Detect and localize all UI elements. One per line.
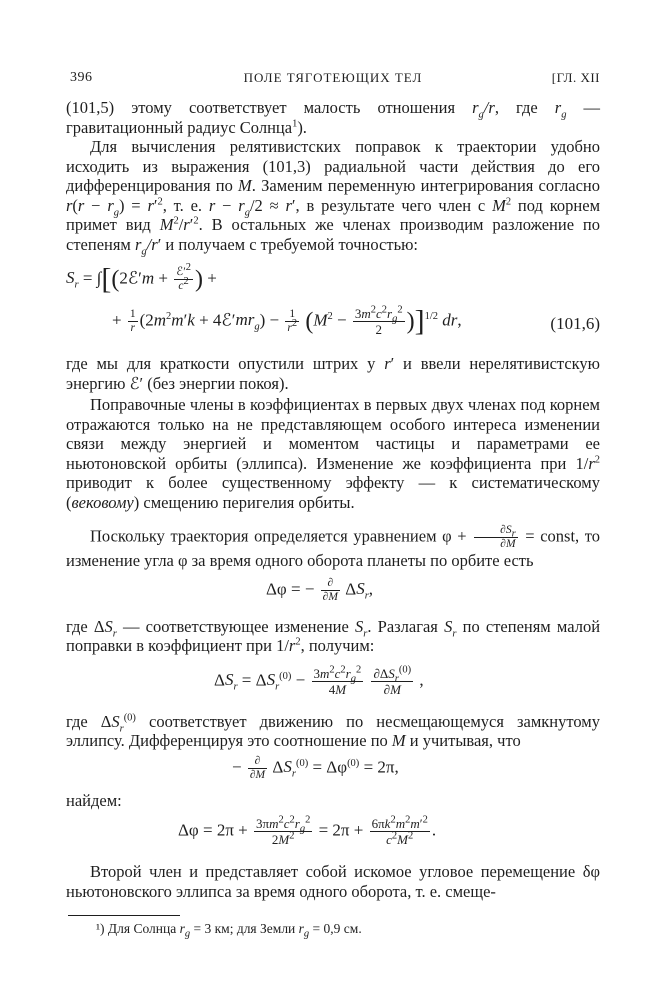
paragraph-5: Поскольку траектория определяется уравнением φ + $\frac{\partial S_r}{\partial M}$ = const, то изменение угла φ за время одного оборота планеты по орбите есть (66, 524, 600, 570)
equation-result: Δφ = 2π + $\frac{3\pi m^2c^2r_g^2}{2M^2}$ = 2π + $\frac{6\pi k^2m^2m'^2}{c^2M^2}$ . (178, 814, 437, 847)
text: где (66, 616, 88, 636)
text: = 3 км; для Земли (193, 921, 296, 936)
text: , в результате чего член с (295, 195, 486, 215)
text: , получим: (300, 636, 375, 655)
text: соответствует движению по несмещающемуся замкнутому эллипсу. Дифференцируя это соотношение по (66, 711, 601, 750)
footnote-divider (68, 915, 180, 916)
page-number: 396 (70, 70, 93, 85)
text: , где (494, 98, 538, 117)
italic-text: вековому (71, 492, 134, 512)
text: по степеням малой поправки в коэффициент при (66, 616, 601, 655)
text: , т. е. (162, 195, 203, 215)
text: ). (297, 117, 307, 137)
text: = const, то изменение угла φ за время одного оборота планеты по орбите есть (66, 526, 600, 570)
paragraph-6: где $\Delta S_r$ — соответствующее изменение $S_r$. Разлагая $S_r$ по степеням малой поправки в коэффициент при $1/r^2$, получим: (66, 616, 601, 655)
text: Для Солнца (107, 921, 177, 936)
text: где (66, 711, 88, 731)
footnote: ¹) Для Солнца $r_g = 3$ км; для Земли $r_g = 0,9$ см. (96, 921, 362, 940)
paragraph-3: где мы для краткости опустили штрих у r′ и ввели нерелятивистскую энергию ℰ′ (без энергии покоя). (66, 354, 601, 393)
text: где мы для краткости опустили штрих у (66, 354, 376, 373)
text: Второй член и представляет собой искомое угловое перемещение δφ ньютоновского эллипса за время одного оборота, т. е. смеще- (66, 862, 600, 901)
text: Для вычисления релятивистских поправок к траектории удобно исходить из выражения (101,3) радиальной части действия до его дифференцирования по (66, 137, 600, 195)
equation-delta-s: $\Delta S_r = \Delta S_r^{(0)}$ − $\frac{3m^2c^2r_g^2}{4M}$ $\frac{\partial\Delta S_r^{(0)}}{\partial M}$ , (214, 664, 424, 697)
equation-number: (101,6) (550, 314, 600, 333)
text: и получаем с требуемой точностью: (165, 234, 419, 254)
footnote-marker: ¹) (96, 921, 105, 936)
paragraph-8 (66, 791, 600, 811)
text: Поскольку траектория определяется уравнением (90, 526, 437, 546)
text: — соответствующее изменение (123, 616, 349, 636)
text: ) смещению перигелия орбиты. (133, 492, 355, 512)
equation-delta-phi: Δφ = − $\frac{\partial}{\partial M}$ $\Delta S_r$, (266, 576, 374, 603)
running-title: ПОЛЕ ТЯГОТЕЮЩИХ ТЕЛ (243, 70, 423, 85)
equation-delta-phi-0: − $\frac{\partial}{\partial M}$ $\Delta S_r^{(0)} = \Delta\varphi^{(0)} = 2\pi$, (232, 754, 399, 781)
text: найдем: (66, 790, 122, 810)
text: под корнем примет вид (66, 195, 601, 234)
text: = 0,9 см. (312, 921, 362, 936)
paragraph-9 (66, 862, 600, 901)
text: и учитывая, что (409, 731, 521, 750)
text: Поправочные члены в коэффициентах в первых двух членах под корнем отражаются только на не представляющем особого интереса изменении связи между энергией и моментом частицы и параметрами ее ньютоновской орбиты (эллипса). Изменение же коэффициента при (66, 395, 600, 473)
chapter-label: [ГЛ. XII (551, 70, 600, 85)
paragraph-7: где $\Delta S_r^{(0)}$ соответствует движению по несмещающемуся замкнутому эллипсу. Дифференцируя это соотношение по M и учитывая, что (66, 711, 601, 750)
equation-101-6-line2: + $\frac{1}{r}$ ($2m^2m'k$ + $4ℰ'mr_g$) − $\frac{1}{r^2}$ ($M^2$ − $\frac{3m^2c^2r_g^2}{2}$ )]$^{1/2}$ dr, (101,6) (112, 304, 600, 338)
equation-101-6-line1: $S_r$ = ∫[(2ℰ′m + $\frac{ℰ'^2}{c^2}$ ) + (66, 262, 217, 296)
text: (101,5) этому соответствует малость отношения (66, 98, 456, 117)
book-page (66, 66, 601, 940)
paragraph-1: (101,5) этому соответствует малость отношения $r_g/r$, где $r_g$ — гравитационный радиус Солнца$^1$). (66, 98, 601, 137)
text: . Заменим переменную интегрирования согласно (251, 176, 601, 195)
text: — (583, 98, 601, 117)
text: (без энергии покоя). (147, 373, 289, 393)
paragraph-2: Для вычисления релятивистских поправок к траектории удобно исходить из выражения (101,3) радиальной части действия до его дифференцирования по M. Заменим переменную интегрирования согласно $r(r - r_g) = r'^2$, т. е. $r - r_g/2 \approx r'$, в результате чего член с $M^2$ под корнем примет вид $M^2/r'^2$. В остальных же членах производим разложение по степеням $r_g/r'$ и получаем с требуемой точностью: (66, 137, 601, 257)
page-header (66, 66, 600, 90)
text: . В остальных же членах производим разложение по степеням (66, 215, 601, 254)
text: приводит к более существенному эффекту — к систематическому ( (66, 473, 600, 512)
text: . Разлагая (367, 616, 438, 636)
paragraph-4: Поправочные члены в коэффициентах в первых двух членах под корнем отражаются только на не представляющем особого интереса изменении связи между энергией и моментом частицы и параметрами ее ньютоновской орбиты (эллипса). Изменение же коэффициента при $1/r^2$ приводит к более существенному эффекту — к систематическому (вековому) смещению перигелия орбиты. (66, 395, 600, 512)
text: гравитационный радиус Солнца (66, 117, 293, 137)
text: и ввели нерелятивистскую энергию (66, 354, 601, 393)
